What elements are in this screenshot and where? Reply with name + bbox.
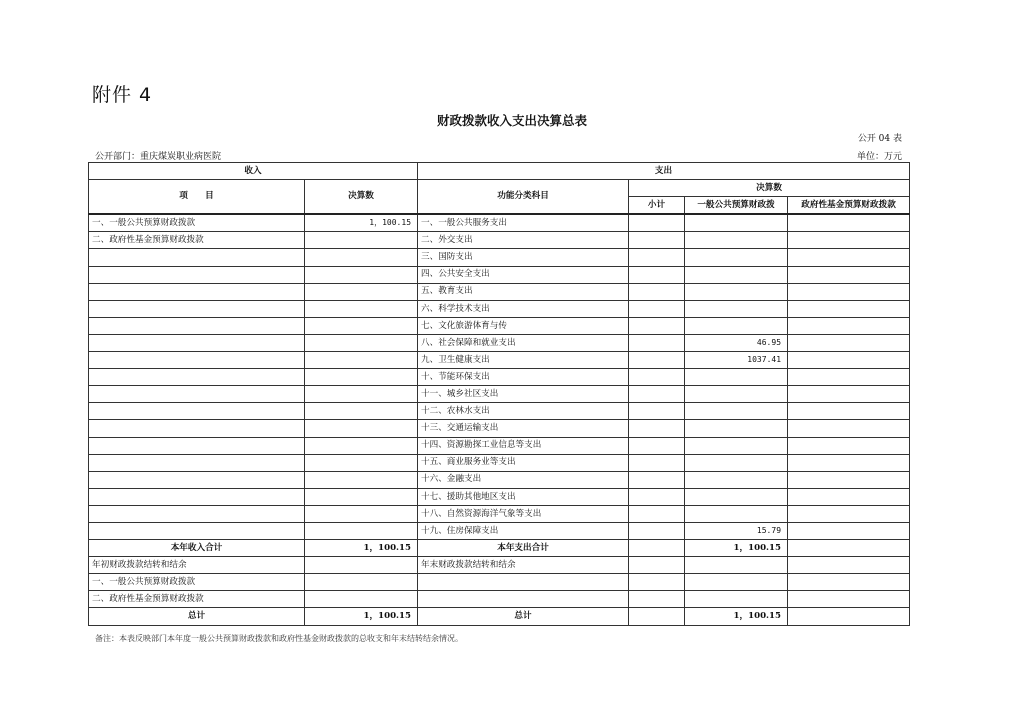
- carry-row: [89, 574, 910, 591]
- department-label: 公开部门：重庆煤炭职业病医院: [95, 152, 222, 162]
- general-budget-cell: [685, 488, 788, 505]
- carry-expense-amount: [685, 557, 788, 574]
- gov-fund-cell: [788, 249, 910, 266]
- income-item-cell: [89, 283, 305, 300]
- expense-item-cell: 十七、援助其他地区支出: [418, 488, 629, 505]
- subtotal-cell: [629, 334, 685, 351]
- general-budget-cell: [685, 505, 788, 522]
- general-budget-cell: [685, 386, 788, 403]
- income-amount-cell: [305, 386, 418, 403]
- expense-item-cell: 十五、商业服务业等支出: [418, 454, 629, 471]
- gov-fund-cell: [788, 283, 910, 300]
- subtotal-header: 小计: [629, 197, 685, 215]
- income-amount-cell: [305, 300, 418, 317]
- header-row-2: [89, 180, 910, 197]
- subtotal-cell: [629, 249, 685, 266]
- income-amount-cell: [305, 488, 418, 505]
- carry-expense-amount: [788, 557, 910, 574]
- gov-fund-cell: [788, 522, 910, 539]
- income-amount-cell: [305, 522, 418, 539]
- table-row: [89, 437, 910, 454]
- gov-fund-cell: [788, 232, 910, 249]
- income-item-cell: [89, 266, 305, 283]
- year-total-row: [89, 540, 910, 557]
- carry-income-amount: [305, 591, 418, 608]
- year-income-total-label: 本年收入合计: [89, 540, 305, 557]
- expense-item-cell: 六、科学技术支出: [418, 300, 629, 317]
- subtotal-cell: [629, 505, 685, 522]
- general-budget-cell: [685, 249, 788, 266]
- income-item-cell: [89, 471, 305, 488]
- item-header: 项 目: [89, 180, 305, 215]
- carry-expense-item: [418, 574, 629, 591]
- grand-income-total-amount: 1，100.15: [305, 608, 418, 625]
- carry-expense-item: [418, 591, 629, 608]
- report-title: 财政拨款收入支出决算总表: [436, 113, 587, 128]
- table-row: [89, 420, 910, 437]
- carry-expense-amount: [788, 591, 910, 608]
- expense-item-cell: 九、卫生健康支出: [418, 352, 629, 369]
- income-item-cell: [89, 403, 305, 420]
- income-item-cell: 二、政府性基金预算财政拨款: [89, 232, 305, 249]
- general-budget-cell: 15.79: [685, 522, 788, 539]
- general-budget-cell: [685, 454, 788, 471]
- expense-item-cell: 十、节能环保支出: [418, 369, 629, 386]
- header-row-1: [89, 163, 910, 180]
- general-budget-cell: [685, 317, 788, 334]
- income-item-cell: [89, 249, 305, 266]
- subtotal-cell: [629, 300, 685, 317]
- gov-fund-cell: [788, 505, 910, 522]
- table-row: [89, 266, 910, 283]
- expense-item-cell: 八、社会保障和就业支出: [418, 334, 629, 351]
- subtotal-cell: [629, 232, 685, 249]
- expense-item-cell: 五、教育支出: [418, 283, 629, 300]
- income-amount-cell: [305, 420, 418, 437]
- carry-income-item: 二、政府性基金预算财政拨款: [89, 591, 305, 608]
- unit-label: 单位：万元: [856, 152, 902, 162]
- general-budget-cell: 46.95: [685, 334, 788, 351]
- general-budget-cell: [685, 420, 788, 437]
- subtotal-cell: [629, 540, 685, 557]
- income-amount-cell: [305, 403, 418, 420]
- general-budget-cell: [685, 437, 788, 454]
- income-item-cell: [89, 300, 305, 317]
- income-amount-cell: [305, 232, 418, 249]
- carry-expense-amount: [685, 591, 788, 608]
- subtotal-cell: [629, 608, 685, 625]
- grand-total-row: [89, 608, 910, 625]
- income-item-cell: [89, 420, 305, 437]
- income-amount-cell: [305, 505, 418, 522]
- carry-row: [89, 557, 910, 574]
- general-budget-cell: [685, 300, 788, 317]
- income-amount-cell: [305, 471, 418, 488]
- func-category-header: 功能分类科目: [418, 180, 629, 215]
- gov-fund-cell: [788, 317, 910, 334]
- gov-fund-cell: [788, 420, 910, 437]
- income-amount-cell: [305, 317, 418, 334]
- table-row: [89, 454, 910, 471]
- subtotal-cell: [629, 403, 685, 420]
- income-amount-cell: [305, 334, 418, 351]
- gov-fund-cell: [788, 334, 910, 351]
- expense-item-cell: 十六、金融支出: [418, 471, 629, 488]
- income-amount-cell: [305, 352, 418, 369]
- gov-fund-header: 政府性基金预算财政拨款: [788, 197, 910, 215]
- subtotal-cell: [629, 420, 685, 437]
- carry-income-item: 年初财政拨款结转和结余: [89, 557, 305, 574]
- gov-fund-cell: [788, 437, 910, 454]
- year-expense-total-amount: 1，100.15: [685, 540, 788, 557]
- subtotal-cell: [629, 488, 685, 505]
- income-item-cell: [89, 454, 305, 471]
- carry-row: [89, 591, 910, 608]
- income-item-cell: [89, 488, 305, 505]
- carry-income-amount: [305, 557, 418, 574]
- income-amount-cell: [305, 369, 418, 386]
- attachment-label: 附件 4: [92, 84, 153, 106]
- income-item-cell: [89, 369, 305, 386]
- carry-expense-amount: [629, 557, 685, 574]
- general-budget-cell: [685, 266, 788, 283]
- subtotal-cell: [629, 437, 685, 454]
- final-amount-header: 决算数: [305, 180, 418, 215]
- subtotal-cell: [629, 317, 685, 334]
- general-budget-cell: [685, 214, 788, 232]
- subtotal-cell: [629, 266, 685, 283]
- income-item-cell: [89, 505, 305, 522]
- general-budget-cell: 1037.41: [685, 352, 788, 369]
- general-budget-cell: [685, 283, 788, 300]
- carry-expense-amount: [685, 574, 788, 591]
- table-row: [89, 352, 910, 369]
- gov-fund-cell: [788, 471, 910, 488]
- income-amount-cell: [305, 266, 418, 283]
- general-budget-header: 一般公共预算财政拨: [685, 197, 788, 215]
- general-budget-cell: [685, 471, 788, 488]
- subtotal-cell: [629, 522, 685, 539]
- gov-fund-cell: [788, 454, 910, 471]
- subtotal-cell: [629, 283, 685, 300]
- carry-expense-amount: [629, 591, 685, 608]
- expense-item-cell: 一、一般公共服务支出: [418, 214, 629, 232]
- subtotal-cell: [629, 352, 685, 369]
- general-budget-cell: [685, 232, 788, 249]
- subtotal-cell: [629, 386, 685, 403]
- income-item-cell: 一、一般公共预算财政拨款: [89, 214, 305, 232]
- income-amount-cell: 1，100.15: [305, 214, 418, 232]
- grand-expense-total-amount: 1，100.15: [685, 608, 788, 625]
- grand-expense-total-label: 总计: [418, 608, 629, 625]
- table-row: [89, 386, 910, 403]
- income-amount-cell: [305, 454, 418, 471]
- expense-header: 支出: [418, 163, 910, 180]
- expense-item-cell: 十四、资源勘探工业信息等支出: [418, 437, 629, 454]
- gov-fund-cell: [788, 488, 910, 505]
- gov-fund-cell: [788, 369, 910, 386]
- form-number: 公开 04 表: [857, 134, 902, 144]
- carry-income-amount: [305, 574, 418, 591]
- gov-fund-cell: [788, 300, 910, 317]
- income-amount-cell: [305, 437, 418, 454]
- table-row: [89, 403, 910, 420]
- subtotal-cell: [629, 369, 685, 386]
- budget-table: [88, 162, 910, 626]
- gov-fund-cell: [788, 403, 910, 420]
- year-expense-total-label: 本年支出合计: [418, 540, 629, 557]
- table-row: [89, 249, 910, 266]
- carry-expense-item: 年末财政拨款结转和结余: [418, 557, 629, 574]
- expense-item-cell: 二、外交支出: [418, 232, 629, 249]
- expense-item-cell: 十八、自然资源海洋气象等支出: [418, 505, 629, 522]
- gov-fund-cell: [788, 386, 910, 403]
- table-row: [89, 471, 910, 488]
- general-budget-cell: [685, 403, 788, 420]
- income-item-cell: [89, 317, 305, 334]
- table-row: [89, 522, 910, 539]
- footnote: 备注：本表反映部门本年度一般公共预算财政拨款和政府性基金财政拨款的总收支和年末结转结余情况。: [95, 634, 463, 643]
- expense-item-cell: 十一、城乡社区支出: [418, 386, 629, 403]
- table-row: [89, 300, 910, 317]
- table-row: [89, 214, 910, 232]
- expense-item-cell: 十三、交通运输支出: [418, 420, 629, 437]
- expense-item-cell: 十九、住房保障支出: [418, 522, 629, 539]
- grand-income-total-label: 总计: [89, 608, 305, 625]
- table-row: [89, 505, 910, 522]
- expense-item-cell: 三、国防支出: [418, 249, 629, 266]
- carry-expense-amount: [629, 574, 685, 591]
- carry-expense-amount: [788, 574, 910, 591]
- expense-item-cell: 十二、农林水支出: [418, 403, 629, 420]
- year-income-total-amount: 1，100.15: [305, 540, 418, 557]
- gov-fund-cell: [788, 352, 910, 369]
- income-item-cell: [89, 334, 305, 351]
- table-row: [89, 488, 910, 505]
- subtotal-cell: [629, 214, 685, 232]
- general-budget-cell: [685, 369, 788, 386]
- income-item-cell: [89, 352, 305, 369]
- carry-income-item: 一、一般公共预算财政拨款: [89, 574, 305, 591]
- subtotal-cell: [629, 454, 685, 471]
- gov-fund-cell: [788, 266, 910, 283]
- expense-item-cell: 四、公共安全支出: [418, 266, 629, 283]
- income-item-cell: [89, 386, 305, 403]
- income-item-cell: [89, 437, 305, 454]
- income-amount-cell: [305, 249, 418, 266]
- expense-item-cell: 七、文化旅游体育与传: [418, 317, 629, 334]
- income-amount-cell: [305, 283, 418, 300]
- gov-fund-cell: [788, 540, 910, 557]
- table-row: [89, 283, 910, 300]
- income-item-cell: [89, 522, 305, 539]
- table-row: [89, 317, 910, 334]
- final-amount-exp-header: 决算数: [629, 180, 910, 197]
- table-row: [89, 232, 910, 249]
- income-header: 收入: [89, 163, 418, 180]
- gov-fund-cell: [788, 608, 910, 625]
- table-row: [89, 334, 910, 351]
- subtotal-cell: [629, 471, 685, 488]
- table-row: [89, 369, 910, 386]
- gov-fund-cell: [788, 214, 910, 232]
